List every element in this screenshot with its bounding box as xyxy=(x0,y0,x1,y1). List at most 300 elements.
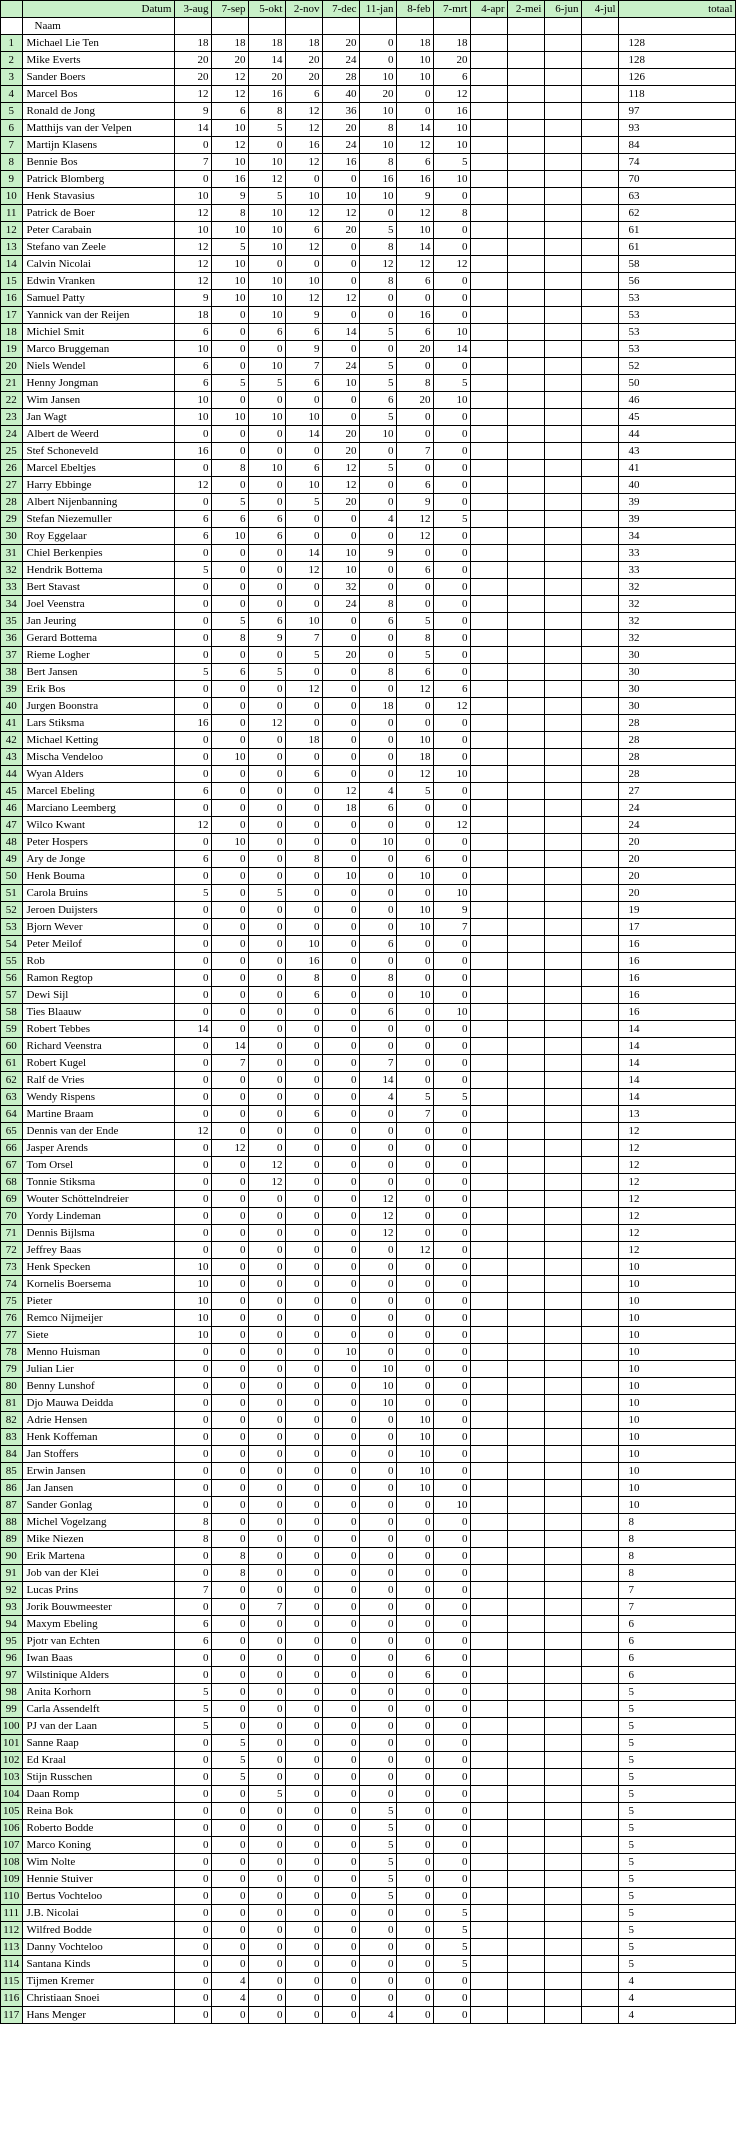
empty-score-cell xyxy=(544,511,581,528)
score-cell: 0 xyxy=(322,528,359,545)
table-row xyxy=(1,290,736,307)
score-cell: 10 xyxy=(396,868,433,885)
score-cell: 0 xyxy=(359,528,396,545)
score-cell: 5 xyxy=(396,613,433,630)
empty-score-cell xyxy=(470,1871,507,1888)
row-index: 41 xyxy=(1,715,23,732)
player-name: Benny Lunshof xyxy=(22,1378,174,1395)
score-cell: 0 xyxy=(433,1480,470,1497)
empty-score-cell xyxy=(507,1582,544,1599)
score-cell: 0 xyxy=(174,1888,211,1905)
score-cell: 8 xyxy=(211,1548,248,1565)
empty-score-cell xyxy=(581,120,618,137)
total-cell: 16 xyxy=(618,953,735,970)
score-cell: 14 xyxy=(433,341,470,358)
total-cell: 28 xyxy=(618,749,735,766)
score-cell: 0 xyxy=(285,256,322,273)
total-cell: 10 xyxy=(618,1259,735,1276)
empty-score-cell xyxy=(581,460,618,477)
total-cell: 5 xyxy=(618,1905,735,1922)
empty-score-cell xyxy=(544,1089,581,1106)
empty-score-cell xyxy=(544,783,581,800)
score-cell: 0 xyxy=(433,987,470,1004)
player-name: Henk Stavasius xyxy=(22,188,174,205)
empty-score-cell xyxy=(544,1922,581,1939)
score-cell: 12 xyxy=(396,256,433,273)
score-cell: 0 xyxy=(248,783,285,800)
score-cell: 0 xyxy=(322,1429,359,1446)
score-cell: 5 xyxy=(211,1769,248,1786)
empty-score-cell xyxy=(470,477,507,494)
empty-score-cell xyxy=(544,1990,581,2007)
score-cell: 0 xyxy=(248,800,285,817)
empty-score-cell xyxy=(544,1412,581,1429)
row-index: 39 xyxy=(1,681,23,698)
empty-score-cell xyxy=(470,1463,507,1480)
total-cell: 10 xyxy=(618,1480,735,1497)
row-index: 43 xyxy=(1,749,23,766)
empty-score-cell xyxy=(507,1752,544,1769)
total-cell: 53 xyxy=(618,341,735,358)
score-cell: 5 xyxy=(248,885,285,902)
total-cell: 28 xyxy=(618,766,735,783)
table-row xyxy=(1,1208,736,1225)
score-cell: 5 xyxy=(359,1871,396,1888)
score-cell: 0 xyxy=(433,1225,470,1242)
score-cell: 6 xyxy=(285,987,322,1004)
player-name: Henk Bouma xyxy=(22,868,174,885)
score-cell: 0 xyxy=(396,1871,433,1888)
score-cell: 9 xyxy=(174,103,211,120)
player-name: Adrie Hensen xyxy=(22,1412,174,1429)
total-cell: 61 xyxy=(618,239,735,256)
score-cell: 20 xyxy=(396,392,433,409)
score-cell: 0 xyxy=(433,1038,470,1055)
empty-score-cell xyxy=(581,426,618,443)
empty-score-cell xyxy=(470,579,507,596)
empty-score-cell xyxy=(507,120,544,137)
player-name: Carola Bruins xyxy=(22,885,174,902)
score-cell: 0 xyxy=(433,188,470,205)
row-index: 76 xyxy=(1,1310,23,1327)
score-cell: 0 xyxy=(396,1225,433,1242)
player-name: Siete xyxy=(22,1327,174,1344)
score-cell: 0 xyxy=(211,953,248,970)
score-cell: 12 xyxy=(359,1225,396,1242)
score-cell: 0 xyxy=(285,1446,322,1463)
score-cell: 0 xyxy=(396,1157,433,1174)
score-cell: 6 xyxy=(285,222,322,239)
score-cell: 10 xyxy=(285,409,322,426)
player-name: Henny Jongman xyxy=(22,375,174,392)
score-cell: 0 xyxy=(285,1565,322,1582)
score-cell: 0 xyxy=(174,1939,211,1956)
score-cell: 14 xyxy=(211,1038,248,1055)
score-cell: 6 xyxy=(285,324,322,341)
empty-score-cell xyxy=(507,154,544,171)
score-cell: 18 xyxy=(285,35,322,52)
score-cell: 0 xyxy=(359,205,396,222)
score-cell: 0 xyxy=(396,1038,433,1055)
score-cell: 0 xyxy=(248,1429,285,1446)
total-cell: 30 xyxy=(618,647,735,664)
empty-score-cell xyxy=(507,1973,544,1990)
score-cell: 10 xyxy=(322,545,359,562)
empty-score-cell xyxy=(507,1055,544,1072)
empty-score-cell xyxy=(544,341,581,358)
empty-score-cell xyxy=(507,1344,544,1361)
empty-score-cell xyxy=(544,1667,581,1684)
empty-score-cell xyxy=(581,1191,618,1208)
score-cell: 0 xyxy=(359,681,396,698)
score-cell: 10 xyxy=(174,222,211,239)
score-cell: 0 xyxy=(211,1395,248,1412)
score-cell: 0 xyxy=(248,1650,285,1667)
score-cell: 8 xyxy=(359,664,396,681)
score-cell: 5 xyxy=(433,1939,470,1956)
header-date: 7-mrt xyxy=(433,1,470,18)
score-cell: 0 xyxy=(359,1497,396,1514)
score-cell: 0 xyxy=(174,749,211,766)
empty-score-cell xyxy=(507,851,544,868)
score-cell: 6 xyxy=(359,392,396,409)
player-name: Reina Bok xyxy=(22,1803,174,1820)
empty-score-cell xyxy=(581,1786,618,1803)
empty-score-cell xyxy=(544,1939,581,1956)
score-cell: 0 xyxy=(174,1157,211,1174)
score-cell: 10 xyxy=(248,409,285,426)
score-cell: 0 xyxy=(174,1905,211,1922)
empty-score-cell xyxy=(544,171,581,188)
score-cell: 8 xyxy=(359,970,396,987)
player-name: Wim Jansen xyxy=(22,392,174,409)
total-cell: 30 xyxy=(618,681,735,698)
empty-score-cell xyxy=(544,1055,581,1072)
score-cell: 5 xyxy=(248,664,285,681)
score-cell: 0 xyxy=(211,1225,248,1242)
score-cell: 0 xyxy=(396,103,433,120)
player-name: Stefano van Zeele xyxy=(22,239,174,256)
empty-score-cell xyxy=(470,715,507,732)
score-cell: 0 xyxy=(248,256,285,273)
score-cell: 0 xyxy=(285,1616,322,1633)
empty-score-cell xyxy=(581,375,618,392)
score-cell: 10 xyxy=(174,1310,211,1327)
empty-score-cell xyxy=(470,1548,507,1565)
row-index: 49 xyxy=(1,851,23,868)
score-cell: 0 xyxy=(322,1939,359,1956)
score-cell: 18 xyxy=(174,35,211,52)
total-cell: 8 xyxy=(618,1514,735,1531)
row-index: 116 xyxy=(1,1990,23,2007)
score-cell: 10 xyxy=(211,749,248,766)
score-cell: 0 xyxy=(248,766,285,783)
score-cell: 0 xyxy=(285,1735,322,1752)
empty-score-cell xyxy=(581,1871,618,1888)
score-cell: 0 xyxy=(211,1837,248,1854)
row-index: 70 xyxy=(1,1208,23,1225)
score-cell: 0 xyxy=(285,1939,322,1956)
player-name: Julian Lier xyxy=(22,1361,174,1378)
score-cell: 5 xyxy=(359,1803,396,1820)
score-cell: 0 xyxy=(174,426,211,443)
empty-score-cell xyxy=(581,358,618,375)
empty-score-cell xyxy=(507,205,544,222)
score-cell: 5 xyxy=(433,1089,470,1106)
total-cell: 62 xyxy=(618,205,735,222)
score-cell: 12 xyxy=(174,239,211,256)
empty-score-cell xyxy=(470,1225,507,1242)
score-cell: 0 xyxy=(433,1140,470,1157)
score-cell: 0 xyxy=(248,1803,285,1820)
score-cell: 10 xyxy=(174,392,211,409)
row-index: 1 xyxy=(1,35,23,52)
score-cell: 10 xyxy=(285,188,322,205)
empty-score-cell xyxy=(507,307,544,324)
empty-score-cell xyxy=(544,1854,581,1871)
total-cell: 6 xyxy=(618,1616,735,1633)
score-cell: 0 xyxy=(322,987,359,1004)
score-cell: 0 xyxy=(359,1446,396,1463)
score-cell: 0 xyxy=(248,562,285,579)
player-name: Jan Jansen xyxy=(22,1480,174,1497)
score-cell: 0 xyxy=(396,545,433,562)
empty-score-cell xyxy=(544,1344,581,1361)
score-cell: 8 xyxy=(359,596,396,613)
table-row xyxy=(1,1905,736,1922)
empty-score-cell xyxy=(544,766,581,783)
score-cell: 0 xyxy=(433,460,470,477)
total-cell: 14 xyxy=(618,1072,735,1089)
empty-score-cell xyxy=(581,222,618,239)
empty-score-cell xyxy=(470,1531,507,1548)
empty-score-cell xyxy=(581,1990,618,2007)
player-name: Yordy Lindeman xyxy=(22,1208,174,1225)
score-cell: 0 xyxy=(359,1293,396,1310)
score-cell: 6 xyxy=(285,766,322,783)
header-date: 4-apr xyxy=(470,1,507,18)
score-cell: 0 xyxy=(248,1667,285,1684)
total-cell: 53 xyxy=(618,324,735,341)
score-cell: 12 xyxy=(285,154,322,171)
score-cell: 10 xyxy=(285,613,322,630)
score-cell: 10 xyxy=(248,205,285,222)
score-cell: 0 xyxy=(248,970,285,987)
score-cell: 7 xyxy=(396,1106,433,1123)
score-cell: 40 xyxy=(322,86,359,103)
score-cell: 0 xyxy=(248,1888,285,1905)
score-cell: 0 xyxy=(433,732,470,749)
player-name: Stefan Niezemuller xyxy=(22,511,174,528)
score-cell: 0 xyxy=(396,1616,433,1633)
score-cell: 0 xyxy=(396,1293,433,1310)
empty-score-cell xyxy=(581,1225,618,1242)
empty-score-cell xyxy=(544,868,581,885)
score-cell: 0 xyxy=(285,783,322,800)
score-cell: 0 xyxy=(396,1531,433,1548)
empty-score-cell xyxy=(507,494,544,511)
empty-score-cell xyxy=(470,273,507,290)
score-cell: 0 xyxy=(211,1378,248,1395)
score-cell: 0 xyxy=(211,1922,248,1939)
row-index: 36 xyxy=(1,630,23,647)
empty-score-cell xyxy=(544,1820,581,1837)
empty-score-cell xyxy=(507,1463,544,1480)
empty-score-cell xyxy=(581,698,618,715)
score-cell: 6 xyxy=(359,1004,396,1021)
empty-score-cell xyxy=(544,409,581,426)
score-cell: 0 xyxy=(322,1599,359,1616)
score-cell: 0 xyxy=(248,1208,285,1225)
total-cell: 61 xyxy=(618,222,735,239)
score-cell: 10 xyxy=(211,834,248,851)
score-cell: 0 xyxy=(433,783,470,800)
score-cell: 0 xyxy=(248,1004,285,1021)
total-cell: 16 xyxy=(618,987,735,1004)
score-cell: 6 xyxy=(285,460,322,477)
score-cell: 0 xyxy=(433,290,470,307)
score-cell: 32 xyxy=(322,579,359,596)
score-cell: 8 xyxy=(359,273,396,290)
score-cell: 0 xyxy=(433,1667,470,1684)
player-name: Daan Romp xyxy=(22,1786,174,1803)
score-cell: 10 xyxy=(433,766,470,783)
player-name: J.B. Nicolai xyxy=(22,1905,174,1922)
row-index: 63 xyxy=(1,1089,23,1106)
score-cell: 0 xyxy=(174,766,211,783)
score-cell: 9 xyxy=(359,545,396,562)
empty-score-cell xyxy=(507,103,544,120)
score-cell: 0 xyxy=(211,1803,248,1820)
score-cell: 0 xyxy=(322,1854,359,1871)
score-cell: 0 xyxy=(285,1684,322,1701)
empty-score-cell xyxy=(544,902,581,919)
score-cell: 0 xyxy=(359,1140,396,1157)
player-name: Marcel Bos xyxy=(22,86,174,103)
score-cell: 10 xyxy=(211,409,248,426)
score-cell: 0 xyxy=(211,1939,248,1956)
empty-score-cell xyxy=(470,1429,507,1446)
empty-score-cell xyxy=(507,1106,544,1123)
score-cell: 14 xyxy=(285,545,322,562)
score-cell: 0 xyxy=(433,1616,470,1633)
score-cell: 0 xyxy=(248,1548,285,1565)
score-cell: 0 xyxy=(396,1990,433,2007)
score-cell: 0 xyxy=(322,1038,359,1055)
total-cell: 74 xyxy=(618,154,735,171)
empty-score-cell xyxy=(507,1038,544,1055)
score-cell: 0 xyxy=(248,1820,285,1837)
empty-score-cell xyxy=(507,443,544,460)
score-cell: 16 xyxy=(322,154,359,171)
row-index: 91 xyxy=(1,1565,23,1582)
score-cell: 8 xyxy=(285,970,322,987)
row-index: 112 xyxy=(1,1922,23,1939)
score-cell: 0 xyxy=(396,698,433,715)
score-cell: 10 xyxy=(322,188,359,205)
score-cell: 0 xyxy=(322,409,359,426)
empty-score-cell xyxy=(507,630,544,647)
table-row xyxy=(1,1837,736,1854)
score-cell: 0 xyxy=(396,1276,433,1293)
empty-score-cell xyxy=(581,171,618,188)
empty-score-cell xyxy=(581,732,618,749)
score-cell: 0 xyxy=(359,1939,396,1956)
player-name: Menno Huisman xyxy=(22,1344,174,1361)
score-cell: 10 xyxy=(248,307,285,324)
score-cell: 0 xyxy=(396,1599,433,1616)
empty-score-cell xyxy=(507,511,544,528)
score-cell: 0 xyxy=(285,1276,322,1293)
score-cell: 20 xyxy=(174,69,211,86)
score-cell: 0 xyxy=(285,1718,322,1735)
score-cell: 12 xyxy=(248,1174,285,1191)
table-row xyxy=(1,426,736,443)
empty-score-cell xyxy=(507,1905,544,1922)
score-cell: 0 xyxy=(248,1854,285,1871)
score-cell: 0 xyxy=(359,851,396,868)
score-cell: 0 xyxy=(396,358,433,375)
score-cell: 12 xyxy=(433,256,470,273)
score-cell: 0 xyxy=(433,1412,470,1429)
score-cell: 0 xyxy=(359,1718,396,1735)
empty-score-cell xyxy=(544,647,581,664)
score-cell: 0 xyxy=(359,1480,396,1497)
total-cell: 5 xyxy=(618,1718,735,1735)
score-cell: 0 xyxy=(211,1174,248,1191)
total-cell: 34 xyxy=(618,528,735,545)
score-cell: 12 xyxy=(174,273,211,290)
score-cell: 12 xyxy=(211,137,248,154)
empty-score-cell xyxy=(581,494,618,511)
empty-score-cell xyxy=(544,460,581,477)
player-name: Tonnie Stiksma xyxy=(22,1174,174,1191)
score-cell: 0 xyxy=(396,1939,433,1956)
score-cell: 0 xyxy=(211,1650,248,1667)
score-cell: 0 xyxy=(211,1310,248,1327)
score-cell: 0 xyxy=(433,1548,470,1565)
empty-score-cell xyxy=(581,1735,618,1752)
empty-score-cell xyxy=(581,1956,618,1973)
empty-score-cell xyxy=(544,630,581,647)
empty-score-cell xyxy=(507,868,544,885)
empty-score-cell xyxy=(544,1599,581,1616)
row-index: 67 xyxy=(1,1157,23,1174)
total-cell: 10 xyxy=(618,1429,735,1446)
score-cell: 10 xyxy=(396,1412,433,1429)
table-row xyxy=(1,545,736,562)
row-index: 26 xyxy=(1,460,23,477)
empty-score-cell xyxy=(470,766,507,783)
player-name: Dennis van der Ende xyxy=(22,1123,174,1140)
table-row xyxy=(1,647,736,664)
score-cell: 5 xyxy=(433,1922,470,1939)
empty-score-cell xyxy=(544,256,581,273)
empty-score-cell xyxy=(507,1276,544,1293)
score-cell: 0 xyxy=(396,1769,433,1786)
score-cell: 20 xyxy=(396,341,433,358)
empty-score-cell xyxy=(507,2007,544,2024)
row-index: 60 xyxy=(1,1038,23,1055)
score-cell: 0 xyxy=(322,1106,359,1123)
table-row xyxy=(1,1123,736,1140)
empty-score-cell xyxy=(544,613,581,630)
row-index: 4 xyxy=(1,86,23,103)
total-cell: 126 xyxy=(618,69,735,86)
table-row xyxy=(1,953,736,970)
score-cell: 10 xyxy=(396,222,433,239)
empty-score-cell xyxy=(470,1973,507,1990)
